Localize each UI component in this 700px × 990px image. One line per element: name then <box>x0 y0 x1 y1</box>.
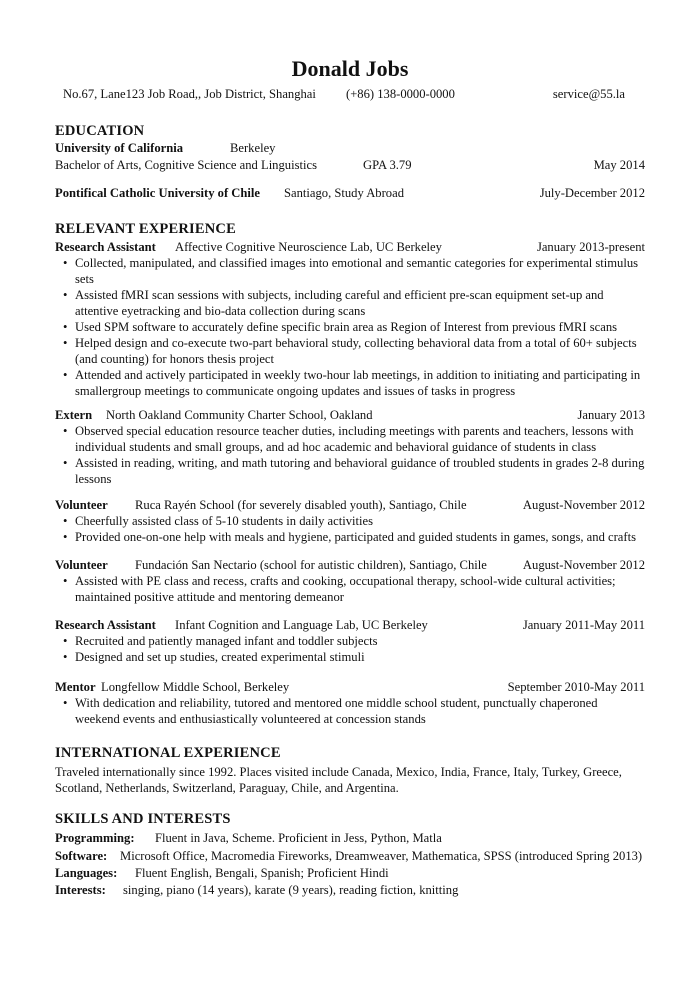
uc-gpa: GPA 3.79 <box>363 158 412 172</box>
job-role: Mentor <box>55 680 96 694</box>
education-uc-degree-line <box>55 157 645 173</box>
job-org: Fundación San Nectario (school for autistic children), Santiago, Chile <box>135 558 487 572</box>
skill-label: Languages: <box>55 866 118 880</box>
list-item: • Helped design and co-execute two-part behavioral study, collecting behavioral data from a total of 60+ subjects (and counting) for honors thesis project <box>55 335 645 367</box>
experience-heading: RELEVANT EXPERIENCE <box>55 221 236 237</box>
phone: (+86) 138-0000-0000 <box>346 87 455 101</box>
chile-school: Pontifical Catholic University of Chile <box>55 186 260 200</box>
skill-row-programming <box>55 830 645 846</box>
job-role: Volunteer <box>55 498 108 512</box>
list-item: • Attended and actively participated in weekly two-hour lab meetings, in addition to initiating and participating in smallergroup meetings to communicate ongoing updates and issues of tasks in progress <box>55 367 645 399</box>
skill-row-interests <box>55 882 645 898</box>
job-org: Affective Cognitive Neuroscience Lab, UC Berkeley <box>175 240 442 254</box>
uc-school: University of California <box>55 141 184 155</box>
list-item: • Provided one-on-one help with meals and hygiene, participated and guided students in games, songs, and crafts <box>55 529 645 545</box>
job-header <box>55 557 645 573</box>
education-heading: EDUCATION <box>55 123 145 139</box>
list-item: • Used SPM software to accurately define specific brain area as Region of Interest from previous fMRI scans <box>55 319 645 335</box>
list-item: • Collected, manipulated, and classified images into emotional and semantic categories for experimental stimulus sets <box>55 255 645 287</box>
skill-value: Fluent English, Bengali, Spanish; Proficient Hindi <box>135 866 389 880</box>
international-heading: INTERNATIONAL EXPERIENCE <box>55 745 281 761</box>
job-date: August-November 2012 <box>522 558 645 572</box>
job-bullets <box>55 573 645 605</box>
uc-date: May 2014 <box>593 158 645 172</box>
job-bullets <box>55 255 645 399</box>
job-org: Longfellow Middle School, Berkeley <box>101 680 290 694</box>
job-role: Volunteer <box>55 558 108 572</box>
job-date: September 2010-May 2011 <box>507 680 645 694</box>
job-bullets <box>55 513 645 545</box>
skill-row-languages <box>55 865 645 881</box>
job-header <box>55 617 645 633</box>
job-header <box>55 679 645 695</box>
job-bullets <box>55 633 645 665</box>
list-item: • Assisted fMRI scan sessions with subjects, including careful and efficient pre-scan equipment set-up and attentive eyetracking and bio-data collection during scans <box>55 287 645 319</box>
resume-name: Donald Jobs <box>291 56 409 81</box>
contact-line <box>0 86 700 102</box>
list-item: • Observed special education resource teacher duties, including meetings with parents and teachers, lessons with individual students and small groups, and ad hoc academic and behavioral guidance of students in class <box>55 423 645 455</box>
job-header <box>55 239 645 255</box>
uc-city: Berkeley <box>230 141 276 155</box>
education-uc-line <box>55 140 645 156</box>
list-item: • With dedication and reliability, tutored and mentored one middle school student, punctually chaperoned weekend events and enthusiastically volunteered at concession stands <box>55 695 645 727</box>
skill-value: Fluent in Java, Scheme. Proficient in Jess, Python, Matla <box>155 831 442 845</box>
list-item: • Assisted in reading, writing, and math tutoring and behavioral guidance of troubled students in grades 2-8 during lessons <box>55 455 645 487</box>
skill-row-software <box>55 848 645 864</box>
job-header <box>55 407 645 423</box>
uc-degree: Bachelor of Arts, Cognitive Science and Linguistics <box>55 158 317 172</box>
skill-label: Interests: <box>55 883 106 897</box>
skills-heading: SKILLS AND INTERESTS <box>55 811 231 827</box>
job-header <box>55 497 645 513</box>
job-bullets <box>55 423 645 487</box>
job-date: January 2013-present <box>536 240 645 254</box>
skill-value: singing, piano (14 years), karate (9 years), reading fiction, knitting <box>123 883 459 897</box>
list-item: • Assisted with PE class and recess, crafts and cooking, occupational therapy, school-wide cultural activities; maintained positive attitude and mentoring demeanor <box>55 573 645 605</box>
job-role: Extern <box>55 408 93 422</box>
job-org: Ruca Rayén School (for severely disabled youth), Santiago, Chile <box>135 498 467 512</box>
education-chile-line <box>55 185 645 201</box>
job-role: Research Assistant <box>55 618 156 632</box>
job-org: North Oakland Community Charter School, Oakland <box>106 408 373 422</box>
job-date: January 2011-May 2011 <box>522 618 645 632</box>
international-text: Traveled internationally since 1992. Places visited include Canada, Mexico, India, France, Italy, Turkey, Greece, Scotland, Netherlands, Switzerland, Paraguay, Chile, and Argentina. <box>55 765 622 795</box>
address: No.67, Lane123 Job Road,, Job District, Shanghai <box>63 87 316 101</box>
list-item: • Recruited and patiently managed infant and toddler subjects <box>55 633 645 649</box>
list-item: • Designed and set up studies, created experimental stimuli <box>55 649 645 665</box>
job-date: August-November 2012 <box>522 498 645 512</box>
email: service@55.la <box>552 87 625 101</box>
chile-date: July-December 2012 <box>539 186 645 200</box>
job-org: Infant Cognition and Language Lab, UC Berkeley <box>175 618 428 632</box>
job-role: Research Assistant <box>55 240 156 254</box>
job-bullets <box>55 695 645 727</box>
chile-location: Santiago, Study Abroad <box>284 186 404 200</box>
job-date: January 2013 <box>577 408 645 422</box>
skill-label: Programming: <box>55 831 135 845</box>
skill-label: Software: <box>55 849 108 863</box>
list-item: • Cheerfully assisted class of 5-10 students in daily activities <box>55 513 645 529</box>
skill-value: Microsoft Office, Macromedia Fireworks, Dreamweaver, Mathematica, SPSS (introduced Spring 2013) <box>120 849 643 863</box>
